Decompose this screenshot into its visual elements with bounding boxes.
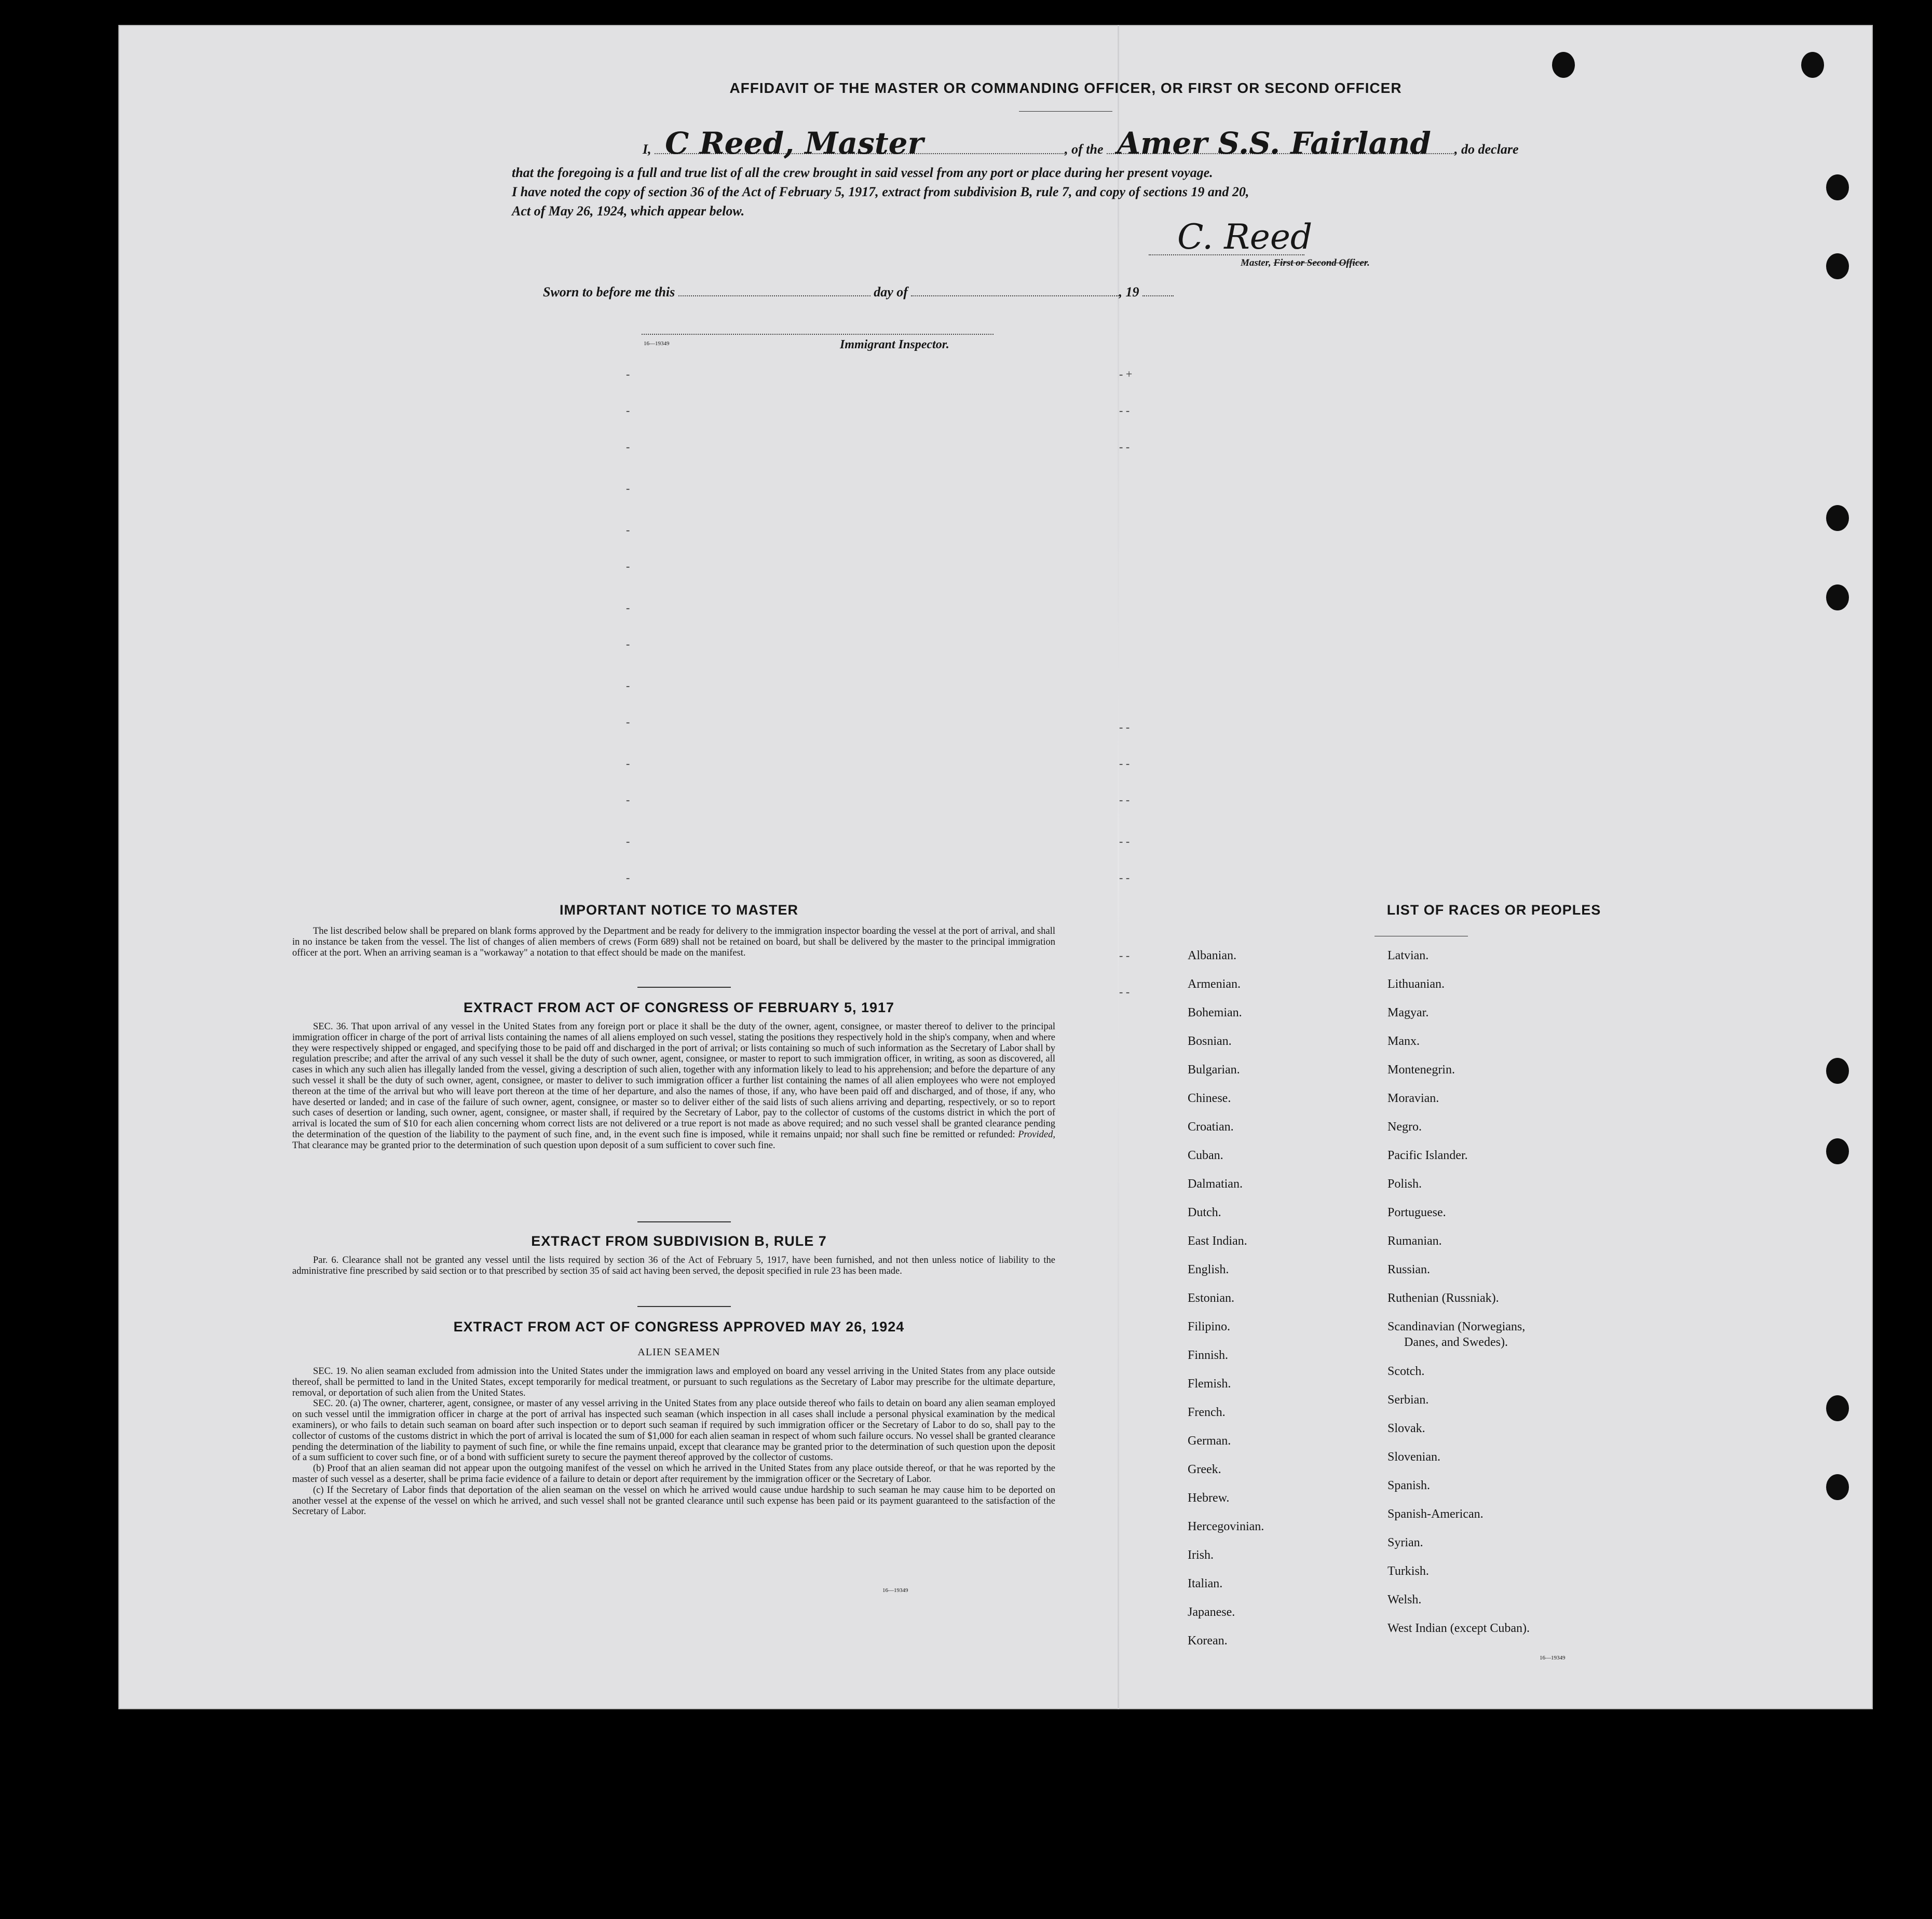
extract-1917-title: EXTRACT FROM ACT OF CONGRESS OF FEBRUARY 5, 1917 (463, 1000, 895, 1015)
sworn-label: Sworn to before me this (543, 284, 675, 300)
sworn-day-blank (678, 295, 870, 296)
race-item: Estonian. (1188, 1291, 1234, 1305)
sworn-month-blank (911, 295, 1119, 296)
sec-20c: (c) If the Secretary of Labor finds that deportation of the alien seaman on the vessel on which he arrived would cause undue hardship to such seaman he may cause him to be deported on another vessel at the expense of the vessel on which he arrived, and such vessel shall not be granted clearance until such expense has been paid or its payment guaranteed to the satisfaction of the Secretary of Labor. (292, 1485, 1055, 1517)
rule7-title: EXTRACT FROM SUBDIVISION B, RULE 7 (531, 1233, 827, 1249)
stray-mark: - - (1119, 440, 1130, 453)
race-item: Italian. (1188, 1577, 1223, 1590)
document-sheet (118, 25, 1873, 1709)
race-item: Finnish. (1188, 1349, 1229, 1362)
declaration-line-2: that the foregoing is a full and true list of all the crew brought in said vessel from any port or place during her present voyage. (512, 165, 1213, 180)
stray-mark: - (626, 715, 630, 728)
race-item: Latvian. (1387, 949, 1429, 962)
races-column-1 (1188, 942, 1385, 1655)
extract-1924-body (292, 1366, 1055, 1517)
race-item: Ruthenian (Russniak). (1387, 1291, 1499, 1305)
signature-line (1149, 254, 1304, 255)
race-item: Portuguese. (1387, 1206, 1446, 1219)
punch-hole (1801, 52, 1824, 78)
page-fold (1118, 25, 1119, 1709)
notice-body: The list described below shall be prepared on blank forms approved by the Department and be ready for delivery to the immigration inspector boarding the vessel at the port of arrival, and shall in no instance be taken from the vessel. The list of changes of alien members of crews (Form 689) shall not be retained on board, but shall be delivered by the master to the principal immigration officer at the port. When an arriving seaman is a "workaway" a notation to that effect should be made on the manifest. (292, 926, 1055, 958)
race-item: West Indian (except Cuban). (1387, 1622, 1530, 1635)
race-item: German. (1188, 1434, 1231, 1448)
punch-hole (1826, 174, 1849, 200)
stray-mark: - - (1119, 404, 1130, 417)
stray-mark: - (626, 793, 630, 806)
of-the: , of the (1065, 142, 1104, 157)
punch-hole (1826, 1474, 1849, 1500)
affidavit-title: AFFIDAVIT OF THE MASTER OR COMMANDING OFFICER, OR FIRST OR SECOND OFFICER (729, 80, 1402, 96)
stray-mark: - - (1119, 835, 1130, 848)
i-prefix: I, (643, 142, 651, 157)
do-declare: , do declare (1454, 142, 1519, 157)
stray-mark: - (626, 404, 630, 417)
race-item: Japanese. (1188, 1605, 1235, 1619)
race-item: Russian. (1387, 1263, 1431, 1276)
race-item: Danes, and Swedes). (1404, 1336, 1508, 1349)
sec-19: SEC. 19. No alien seaman excluded from admission into the United States under the immigration laws and employed on board any vessel arriving in the United States from any place outside thereof, shall be permitted to land in the United States, except temporarily for medical treatment, or pursuant to such regulations as the Secretary of Labor may prescribe for the ultimate departure, removal, or deportation of such alien from the United States. (292, 1366, 1055, 1398)
rule7-body: Par. 6. Clearance shall not be granted any vessel until the lists required by section 36 of the Act of February 5, 1917, have been furnished, and not then unless notice of liability to the administrative fine prescribed by said section or to that prescribed by section 35 of said act having been served, the deposit specified in rule 23 has been made. (292, 1255, 1055, 1276)
punch-hole (1552, 52, 1575, 78)
year-prefix: , 19 (1119, 284, 1139, 300)
stray-mark: - - (1119, 757, 1130, 770)
race-item: Cuban. (1188, 1149, 1223, 1162)
punch-hole (1826, 253, 1849, 279)
role-struck: First or Second Officer (1273, 257, 1368, 268)
stray-mark: - (626, 440, 630, 453)
race-item: Welsh. (1387, 1593, 1422, 1607)
stray-mark: - - (1119, 871, 1130, 884)
race-item: Spanish. (1387, 1479, 1431, 1492)
race-item: Korean. (1188, 1634, 1228, 1648)
sec-20a: SEC. 20. (a) The owner, charterer, agent, consignee, or master of any vessel arriving in the United States from any place outside thereof who fails to detain on board any alien seaman employed on such vessel until the immigration officer in charge at the port of arrival has inspected such seaman (which inspection in all cases shall include a personal physical examination by the medical examiners), or who fails to detain such seaman on board after such inspection or to deport such seaman if required by such immigration officer or the Secretary of Labor to do so, shall pay to the collector of customs of the customs district in which the port of arrival is located the sum of $1,000 for each alien seaman in respect of whom such failure occurs. No vessel shall be granted clearance pending the determination of the liability to payment of such fine, or while the fine remains unpaid, except that clearance may be granted prior to the determination of such question upon the deposit of a sum sufficient to cover such fine, or of a bond with sufficient surety to secure the payment thereof approved by the collector of customs. (292, 1398, 1055, 1463)
race-item: Filipino. (1188, 1320, 1231, 1333)
race-item: Scotch. (1387, 1365, 1425, 1378)
stray-mark: - (626, 601, 630, 614)
divider (637, 1306, 731, 1307)
race-item: Slovak. (1387, 1422, 1425, 1435)
alien-seamen-subtitle: ALIEN SEAMEN (637, 1346, 720, 1358)
stray-mark: - (626, 679, 630, 692)
race-item: Polish. (1387, 1177, 1422, 1191)
race-item: Turkish. (1387, 1564, 1429, 1578)
year-blank (1142, 295, 1174, 296)
form-number-right: 16—19349 (1540, 1655, 1566, 1661)
race-item: Dalmatian. (1188, 1177, 1243, 1191)
race-item: Bohemian. (1188, 1006, 1242, 1019)
race-item: Bosnian. (1188, 1035, 1232, 1048)
declaration-line-3: I have noted the copy of section 36 of the Act of February 5, 1917, extract from subdivision B, rule 7, and copy of sections 19 and 20, (512, 184, 1249, 199)
stray-mark: - - (1119, 949, 1130, 962)
punch-hole (1826, 1138, 1849, 1164)
race-item: Armenian. (1188, 977, 1241, 991)
race-item: Pacific Islander. (1387, 1149, 1468, 1162)
stray-mark: - - (1119, 720, 1130, 733)
race-item: Chinese. (1188, 1092, 1231, 1105)
race-item: Greek. (1188, 1463, 1221, 1476)
stray-mark: - (626, 835, 630, 848)
form-number-left: 16—19349 (882, 1587, 908, 1594)
race-item: Magyar. (1387, 1006, 1429, 1019)
stray-mark: - (626, 637, 630, 650)
stray-mark: - - (1119, 793, 1130, 806)
inspector-signature-line (642, 334, 994, 335)
race-item: Spanish-American. (1387, 1507, 1484, 1521)
stray-mark: - + (1119, 368, 1133, 380)
vessel-handwritten: Amer S.S. Fairland (1107, 134, 1454, 154)
race-item: Montenegrin. (1387, 1063, 1455, 1077)
race-item: Scandinavian (Norwegians, (1387, 1320, 1526, 1333)
divider (1019, 111, 1112, 112)
extract-1917-body: SEC. 36. That upon arrival of any vessel in the United States from any foreign port or place it shall be the duty of the owner, agent, consignee, or master thereof to deliver to the principal immigration officer in charge of the port of arrival lists containing the names of all aliens employed on such vessel, stating the positions they respectively hold in the ship's company, when and where they were respectively shipped or engaged, and specifying those to be paid off and discharged in the port of arrival; or lists containing so much of such information as the Secretary of Labor shall by regulation prescribe; and after the arrival of any such vessel it shall be the duty of such owner, agent, consignee, or master to report to such immigration officer, in writing, as soon as discovered, all cases in which any such alien has illegally landed from the vessel, giving a description of such alien, together with any information likely to lead to his apprehension; and before the departure of any such vessel it shall be the duty of such owner, agent, consignee, or master to deliver to such immigration officer a further list containing the names of all alien employees who were not employed thereon at the time of the arrival but who will leave port thereon at the time of her departure, and also the names of those, if any, who have been paid off and discharged, and of those, if any, who have deserted or landed; and in case of the failure of such owner, agent, consignee, or master so to deliver either of the said lists of such aliens arriving and departing, respectively, or so to report such cases of desertion or landing, such owner, agent, consignee, or master shall, if required by the Secretary of Labor, pay to the collector of customs of the customs district in which the port of arrival is located the sum of $10 for each alien concerning whom correct lists are not delivered or a true report is not made as above required; and no such vessel shall be granted clearance pending the determination of the question of the liability to the payment of such fine, and, in the event such fine is imposed, while it remains unpaid; nor shall such fine be remitted or refunded: Provided, That clearance may be granted prior to the determination of such question upon deposit of a sum sufficient to cover such fine. (292, 1022, 1055, 1151)
race-item: Bulgarian. (1188, 1063, 1240, 1077)
race-item: Flemish. (1188, 1377, 1231, 1391)
race-item: East Indian. (1188, 1234, 1247, 1248)
race-item: Rumanian. (1387, 1234, 1442, 1248)
divider (637, 987, 731, 988)
sworn-line (543, 282, 1425, 302)
race-item: Manx. (1387, 1035, 1420, 1048)
declarant-handwritten: C Reed, Master (655, 134, 1065, 154)
signature-handwritten: C. Reed (1177, 217, 1313, 257)
notice-title: IMPORTANT NOTICE TO MASTER (560, 902, 798, 918)
stray-mark: - (626, 871, 630, 884)
race-item: Lithuanian. (1387, 977, 1445, 991)
stray-mark: - (626, 757, 630, 770)
stray-mark: - - (1119, 985, 1130, 998)
races-column-2 (1387, 942, 1657, 1643)
race-item: Serbian. (1387, 1393, 1429, 1407)
punch-hole (1826, 1058, 1849, 1084)
stray-mark: - (626, 560, 630, 573)
inspector-label: Immigrant Inspector. (840, 338, 949, 351)
race-item: Hercegovinian. (1188, 1520, 1264, 1533)
race-item: Moravian. (1387, 1092, 1439, 1105)
race-item: Syrian. (1387, 1536, 1423, 1549)
race-item: Slovenian. (1387, 1450, 1440, 1464)
race-item: Negro. (1387, 1120, 1422, 1134)
stray-mark: - (626, 482, 630, 495)
extract-1924-title: EXTRACT FROM ACT OF CONGRESS APPROVED MAY 26, 1924 (453, 1319, 905, 1335)
proviso-label: Provided, (1018, 1129, 1055, 1140)
divider (637, 1221, 731, 1222)
form-number-top: 16—19349 (644, 341, 670, 347)
day-of-label: day of (874, 284, 908, 300)
stray-mark: - (626, 368, 630, 380)
race-item: French. (1188, 1406, 1226, 1419)
races-title: LIST OF RACES OR PEOPLES (1386, 902, 1601, 918)
punch-hole (1826, 1395, 1849, 1421)
punch-hole (1826, 505, 1849, 531)
declaration-line-4: Act of May 26, 1924, which appear below. (512, 203, 745, 219)
race-item: Croatian. (1188, 1120, 1234, 1134)
race-item: Albanian. (1188, 949, 1236, 962)
declaration-body (512, 163, 1602, 221)
punch-hole (1826, 584, 1849, 610)
sec-20b: (b) Proof that an alien seaman did not appear upon the outgoing manifest of the vessel on which he arrived in the United States from any place outside thereof, or that he was reported by the master of such vessel as a deserter, shall be prima facie evidence of a failure to detain or deport after requirement by the immigration officer or the Secretary of Labor. (292, 1463, 1055, 1485)
stray-mark: - (626, 523, 630, 536)
race-item: Hebrew. (1188, 1491, 1230, 1505)
signature-role: Master, First or Second Officer. (1241, 257, 1370, 268)
race-item: English. (1188, 1263, 1229, 1276)
race-item: Irish. (1188, 1548, 1214, 1562)
race-item: Dutch. (1188, 1206, 1221, 1219)
role-master: Master, (1241, 257, 1271, 268)
